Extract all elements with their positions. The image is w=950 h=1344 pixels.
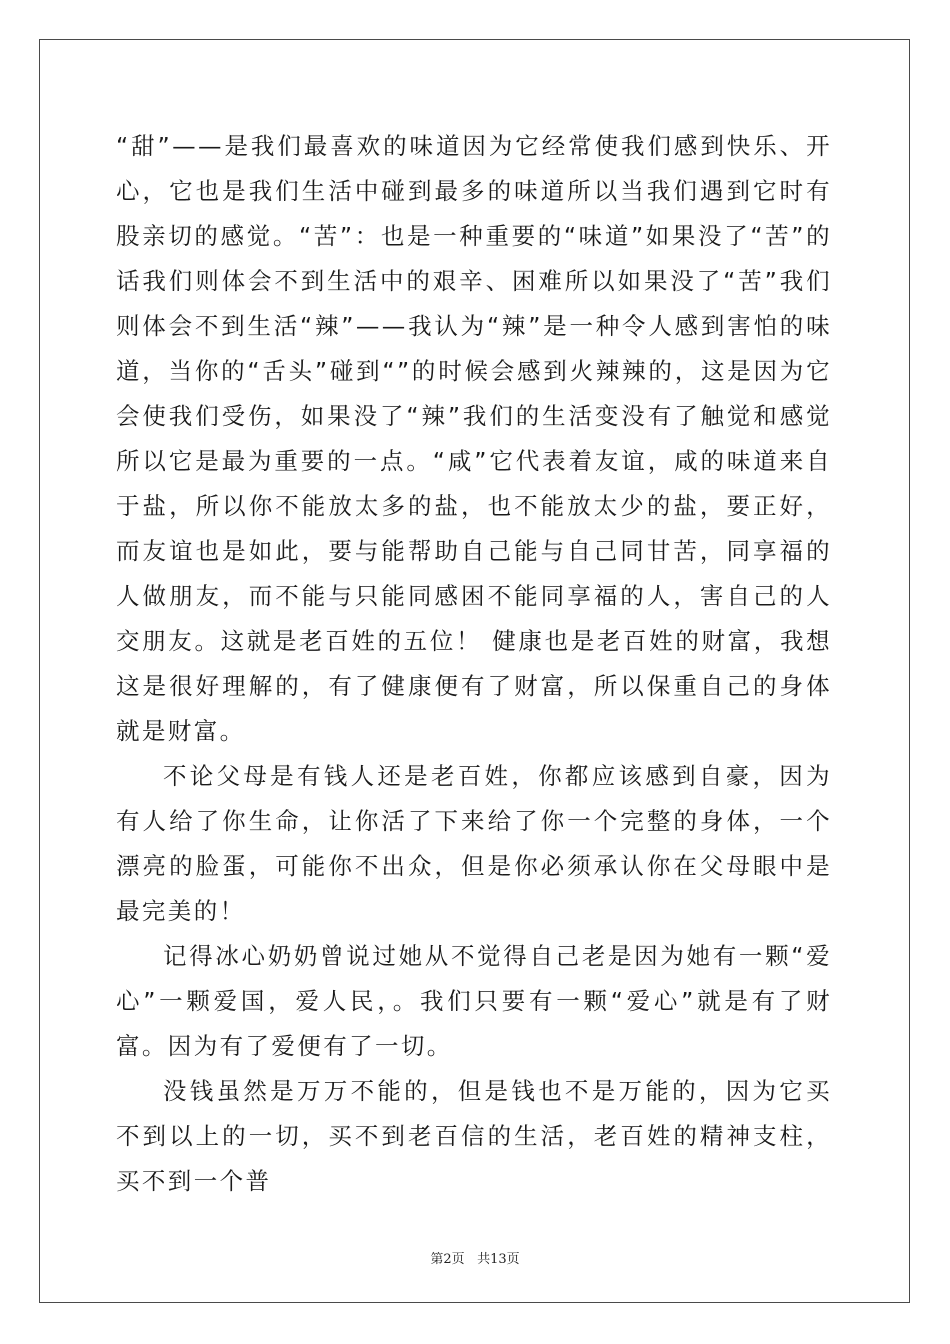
page-footer (0, 1248, 950, 1267)
page-number: 第2页 (430, 1252, 465, 1267)
total-pages: 共13页 (477, 1252, 520, 1267)
paragraph: 没钱虽然是万万不能的，但是钱也不是万能的，因为它买不到以上的一切，买不到老百信的生活，老百姓的精神支柱，买不到一个普 (116, 1077, 832, 1195)
paragraph: “甜”——是我们最喜欢的味道因为它经常使我们感到快乐、开心，它也是我们生活中碰到最多的味道所以当我们遇到它时有股亲切的感觉。“苦”：也是一种重要的“味道”如果没了“苦”的话我们则体会不到生活中的艰辛、困难所以如果没了“苦”我们则体会不到生活“辣”——我认为“辣”是一种令人感到害怕的味道，当你的“舌头”碰到“”的时候会感到火辣辣的，这是因为它会使我们受伤，如果没了“辣”我们的生活变没有了触觉和感觉所以它是最为重要的一点。“咸”它代表着友谊，咸的味道来自于盐，所以你不能放太多的盐，也不能放太少的盐，要正好，而友谊也是如此，要与能帮助自己能与自己同甘苦，同享福的人做朋友，而不能与只能同感困不能同享福的人，害自己的人交朋友。这就是老百姓的五位！ 健康也是老百姓的财富，我想这是很好理解的，有了健康便有了财富，所以保重自己的身体就是财富。 (116, 132, 832, 745)
paragraph: 不论父母是有钱人还是老百姓，你都应该感到自豪，因为有人给了你生命，让你活了下来给了你一个完整的身体，一个漂亮的脸蛋，可能你不出众，但是你必须承认你在父母眼中是最完美的！ (116, 762, 832, 925)
document-body (116, 124, 832, 1204)
paragraph: 记得冰心奶奶曾说过她从不觉得自己老是因为她有一颗“爱心”一颗爱国，爱人民，。我们只要有一颗“爱心”就是有了财富。因为有了爱便有了一切。 (116, 942, 832, 1060)
